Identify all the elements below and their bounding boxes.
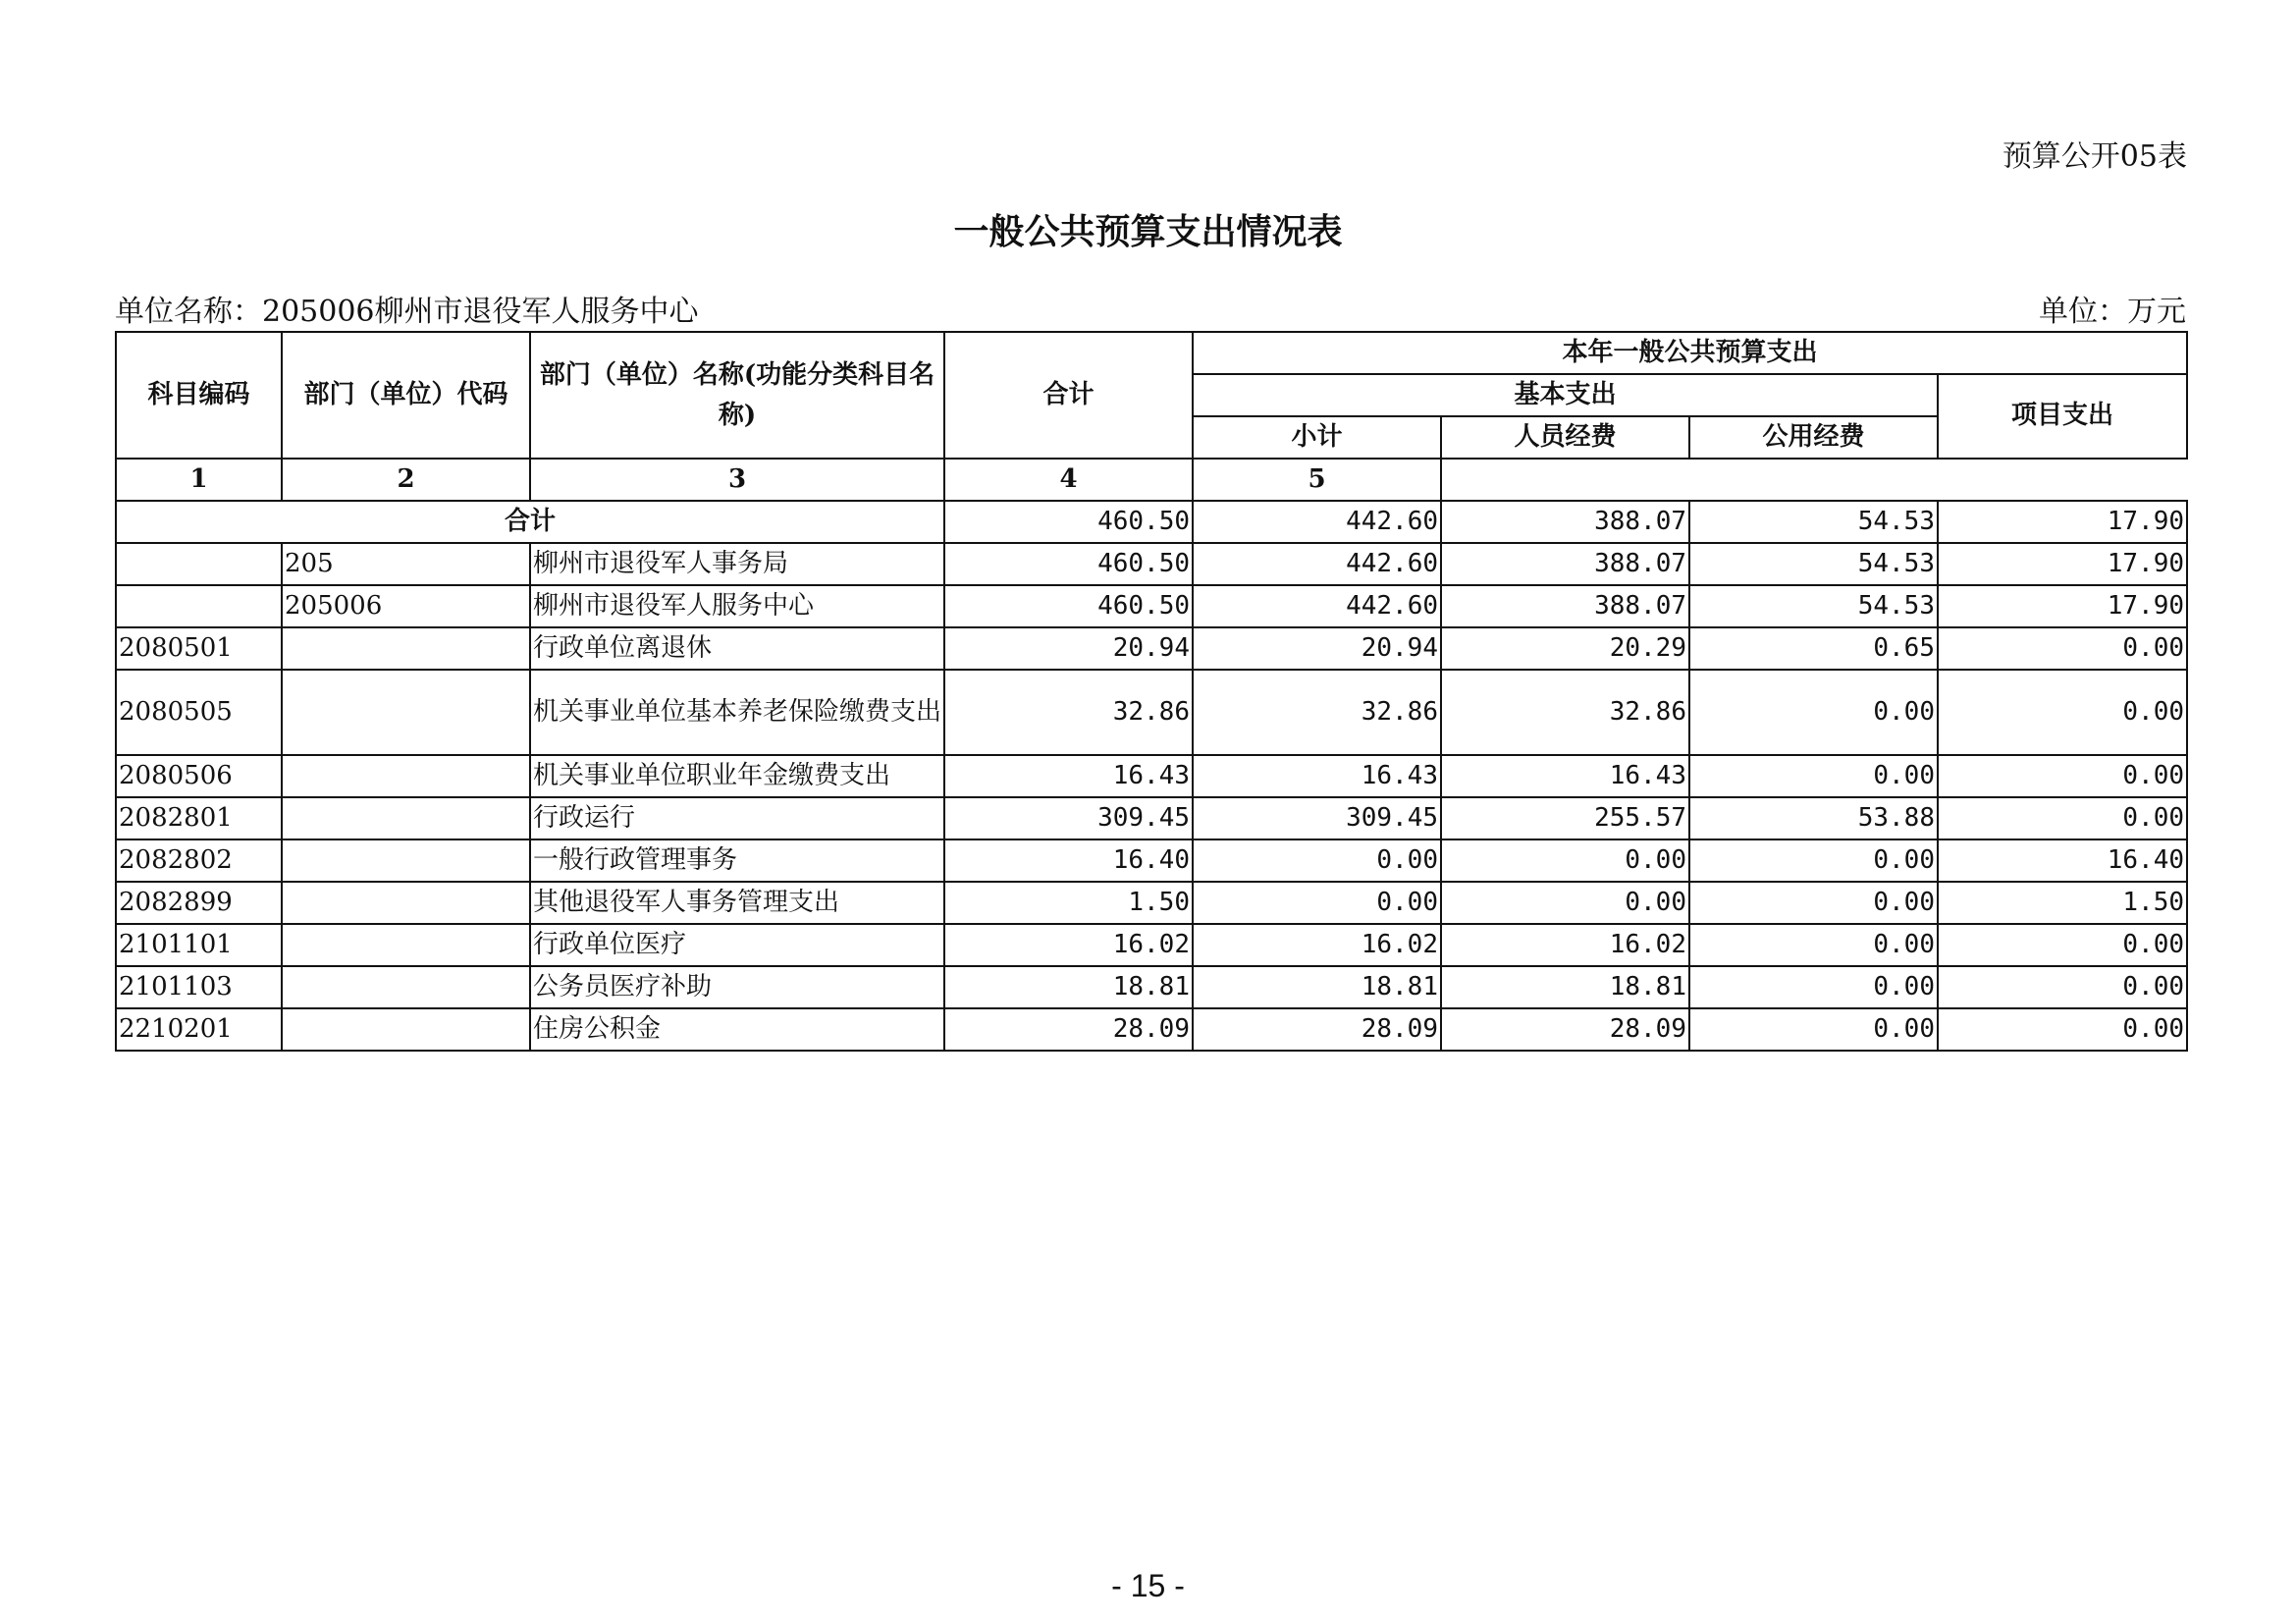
- dept-name-cell: 机关事业单位基本养老保险缴费支出: [530, 670, 944, 755]
- value-cell: 16.40: [1938, 839, 2187, 882]
- meta-row: [115, 287, 2186, 329]
- value-cell: 17.90: [1938, 543, 2187, 585]
- total-cell: 460.50: [944, 501, 1193, 543]
- value-cell: 0.00: [1938, 1008, 2187, 1051]
- dept-code-cell: [282, 1008, 530, 1051]
- value-cell: 0.00: [1938, 797, 2187, 839]
- dept-name-cell: 行政单位离退休: [530, 627, 944, 670]
- value-cell: 53.88: [1689, 797, 1938, 839]
- header-dept-name: [530, 332, 944, 459]
- subject-code-cell: 2080506: [116, 755, 282, 797]
- header-subtotal: 小计: [1193, 416, 1441, 459]
- document-code: 预算公开05表: [2002, 139, 2187, 174]
- subject-code-cell: 2101101: [116, 924, 282, 966]
- value-cell: 54.53: [1689, 543, 1938, 585]
- value-cell: 17.90: [1938, 585, 2187, 627]
- header-project: 项目支出: [1938, 374, 2187, 459]
- value-cell: 309.45: [1193, 797, 1441, 839]
- header-total: 合计: [944, 332, 1193, 459]
- subject-code-cell: 2082802: [116, 839, 282, 882]
- value-cell: 0.00: [1441, 839, 1689, 882]
- value-cell: 442.60: [1193, 585, 1441, 627]
- dept-code-cell: [282, 797, 530, 839]
- value-cell: 388.07: [1441, 543, 1689, 585]
- unit-name-label: 单位名称：205006柳州市退役军人服务中心: [115, 295, 699, 329]
- subject-code-cell: [116, 585, 282, 627]
- column-number: 2: [282, 459, 530, 501]
- value-cell: 0.00: [1689, 966, 1938, 1008]
- column-number: 3: [530, 459, 944, 501]
- total-cell: 54.53: [1689, 501, 1938, 543]
- value-cell: 20.94: [1193, 627, 1441, 670]
- table-row: [116, 924, 2187, 966]
- dept-code-cell: [282, 966, 530, 1008]
- budget-table: [115, 331, 2188, 1052]
- table-row: [116, 755, 2187, 797]
- dept-name-cell: 一般行政管理事务: [530, 839, 944, 882]
- value-cell: 28.09: [1441, 1008, 1689, 1051]
- dept-code-cell: [282, 670, 530, 755]
- value-cell: 0.00: [1938, 627, 2187, 670]
- value-cell: 0.00: [1441, 882, 1689, 924]
- value-cell: 0.00: [1689, 755, 1938, 797]
- value-cell: 0.00: [1938, 966, 2187, 1008]
- value-cell: 18.81: [1193, 966, 1441, 1008]
- value-cell: 0.00: [1689, 839, 1938, 882]
- value-cell: 20.94: [944, 627, 1193, 670]
- total-cell: 388.07: [1441, 501, 1689, 543]
- value-cell: 0.65: [1689, 627, 1938, 670]
- value-cell: 255.57: [1441, 797, 1689, 839]
- dept-name-cell: 柳州市退役军人事务局: [530, 543, 944, 585]
- value-cell: 28.09: [944, 1008, 1193, 1051]
- column-number: 1: [116, 459, 282, 501]
- value-cell: 28.09: [1193, 1008, 1441, 1051]
- table-row: [116, 839, 2187, 882]
- value-cell: 16.02: [944, 924, 1193, 966]
- subject-code-cell: 2101103: [116, 966, 282, 1008]
- dept-code-cell: [282, 924, 530, 966]
- value-cell: 460.50: [944, 585, 1193, 627]
- value-cell: 16.43: [944, 755, 1193, 797]
- value-cell: 32.86: [1193, 670, 1441, 755]
- value-cell: 16.02: [1441, 924, 1689, 966]
- value-cell: 54.53: [1689, 585, 1938, 627]
- dept-name-cell: 机关事业单位职业年金缴费支出: [530, 755, 944, 797]
- column-number: 4: [944, 459, 1193, 501]
- total-row: [116, 501, 2187, 543]
- dept-code-cell: [282, 627, 530, 670]
- header-public: 公用经费: [1689, 416, 1938, 459]
- table-row: [116, 882, 2187, 924]
- value-cell: 0.00: [1689, 924, 1938, 966]
- subject-code-cell: 2210201: [116, 1008, 282, 1051]
- dept-name-cell: 行政运行: [530, 797, 944, 839]
- value-cell: 16.43: [1441, 755, 1689, 797]
- value-cell: 309.45: [944, 797, 1193, 839]
- value-cell: 32.86: [1441, 670, 1689, 755]
- value-cell: 0.00: [1689, 1008, 1938, 1051]
- value-cell: 16.02: [1193, 924, 1441, 966]
- table-body: [116, 501, 2187, 1051]
- dept-code-cell: 205: [282, 543, 530, 585]
- value-cell: 442.60: [1193, 543, 1441, 585]
- page-number: - 15 -: [1111, 1568, 1185, 1603]
- value-cell: 20.29: [1441, 627, 1689, 670]
- dept-code-cell: [282, 882, 530, 924]
- total-cell: 442.60: [1193, 501, 1441, 543]
- value-cell: 0.00: [1689, 670, 1938, 755]
- column-number-row: [116, 459, 2187, 501]
- dept-name-cell: 公务员医疗补助: [530, 966, 944, 1008]
- value-cell: 18.81: [1441, 966, 1689, 1008]
- value-cell: 16.40: [944, 839, 1193, 882]
- table-row: [116, 797, 2187, 839]
- total-label: 合计: [116, 501, 944, 543]
- table-header: [116, 332, 2187, 501]
- total-cell: 17.90: [1938, 501, 2187, 543]
- header-dept-name-text: 部门（单位）名称(功能分类科目名称): [539, 360, 935, 430]
- dept-name-cell: 行政单位医疗: [530, 924, 944, 966]
- dept-name-cell: 住房公积金: [530, 1008, 944, 1051]
- header-basic: 基本支出: [1193, 374, 1938, 416]
- subject-code-cell: 2080505: [116, 670, 282, 755]
- value-cell: 0.00: [1193, 839, 1441, 882]
- value-cell: 0.00: [1938, 670, 2187, 755]
- table-row: [116, 585, 2187, 627]
- header-personnel: 人员经费: [1441, 416, 1689, 459]
- subject-code-cell: 2082801: [116, 797, 282, 839]
- table-row: [116, 670, 2187, 755]
- value-cell: 18.81: [944, 966, 1193, 1008]
- dept-name-cell: 其他退役军人事务管理支出: [530, 882, 944, 924]
- table-row: [116, 1008, 2187, 1051]
- value-cell: 1.50: [1938, 882, 2187, 924]
- value-cell: 0.00: [1938, 755, 2187, 797]
- value-cell: 460.50: [944, 543, 1193, 585]
- value-cell: 32.86: [944, 670, 1193, 755]
- dept-code-cell: [282, 839, 530, 882]
- table-row: [116, 627, 2187, 670]
- dept-code-cell: 205006: [282, 585, 530, 627]
- value-cell: 0.00: [1938, 924, 2187, 966]
- header-dept-code: 部门（单位）代码: [282, 332, 530, 459]
- dept-code-cell: [282, 755, 530, 797]
- column-number: 5: [1193, 459, 1441, 501]
- currency-unit-label: 单位：万元: [2039, 295, 2186, 329]
- header-subject-code: 科目编码: [116, 332, 282, 459]
- table-row: [116, 543, 2187, 585]
- subject-code-cell: 2082899: [116, 882, 282, 924]
- subject-code-cell: 2080501: [116, 627, 282, 670]
- page-title: 一般公共预算支出情况表: [953, 211, 1343, 252]
- value-cell: 1.50: [944, 882, 1193, 924]
- header-current-year: 本年一般公共预算支出: [1193, 332, 2187, 374]
- value-cell: 16.43: [1193, 755, 1441, 797]
- value-cell: 0.00: [1689, 882, 1938, 924]
- dept-name-cell: 柳州市退役军人服务中心: [530, 585, 944, 627]
- value-cell: 0.00: [1193, 882, 1441, 924]
- table-row: [116, 966, 2187, 1008]
- subject-code-cell: [116, 543, 282, 585]
- value-cell: 388.07: [1441, 585, 1689, 627]
